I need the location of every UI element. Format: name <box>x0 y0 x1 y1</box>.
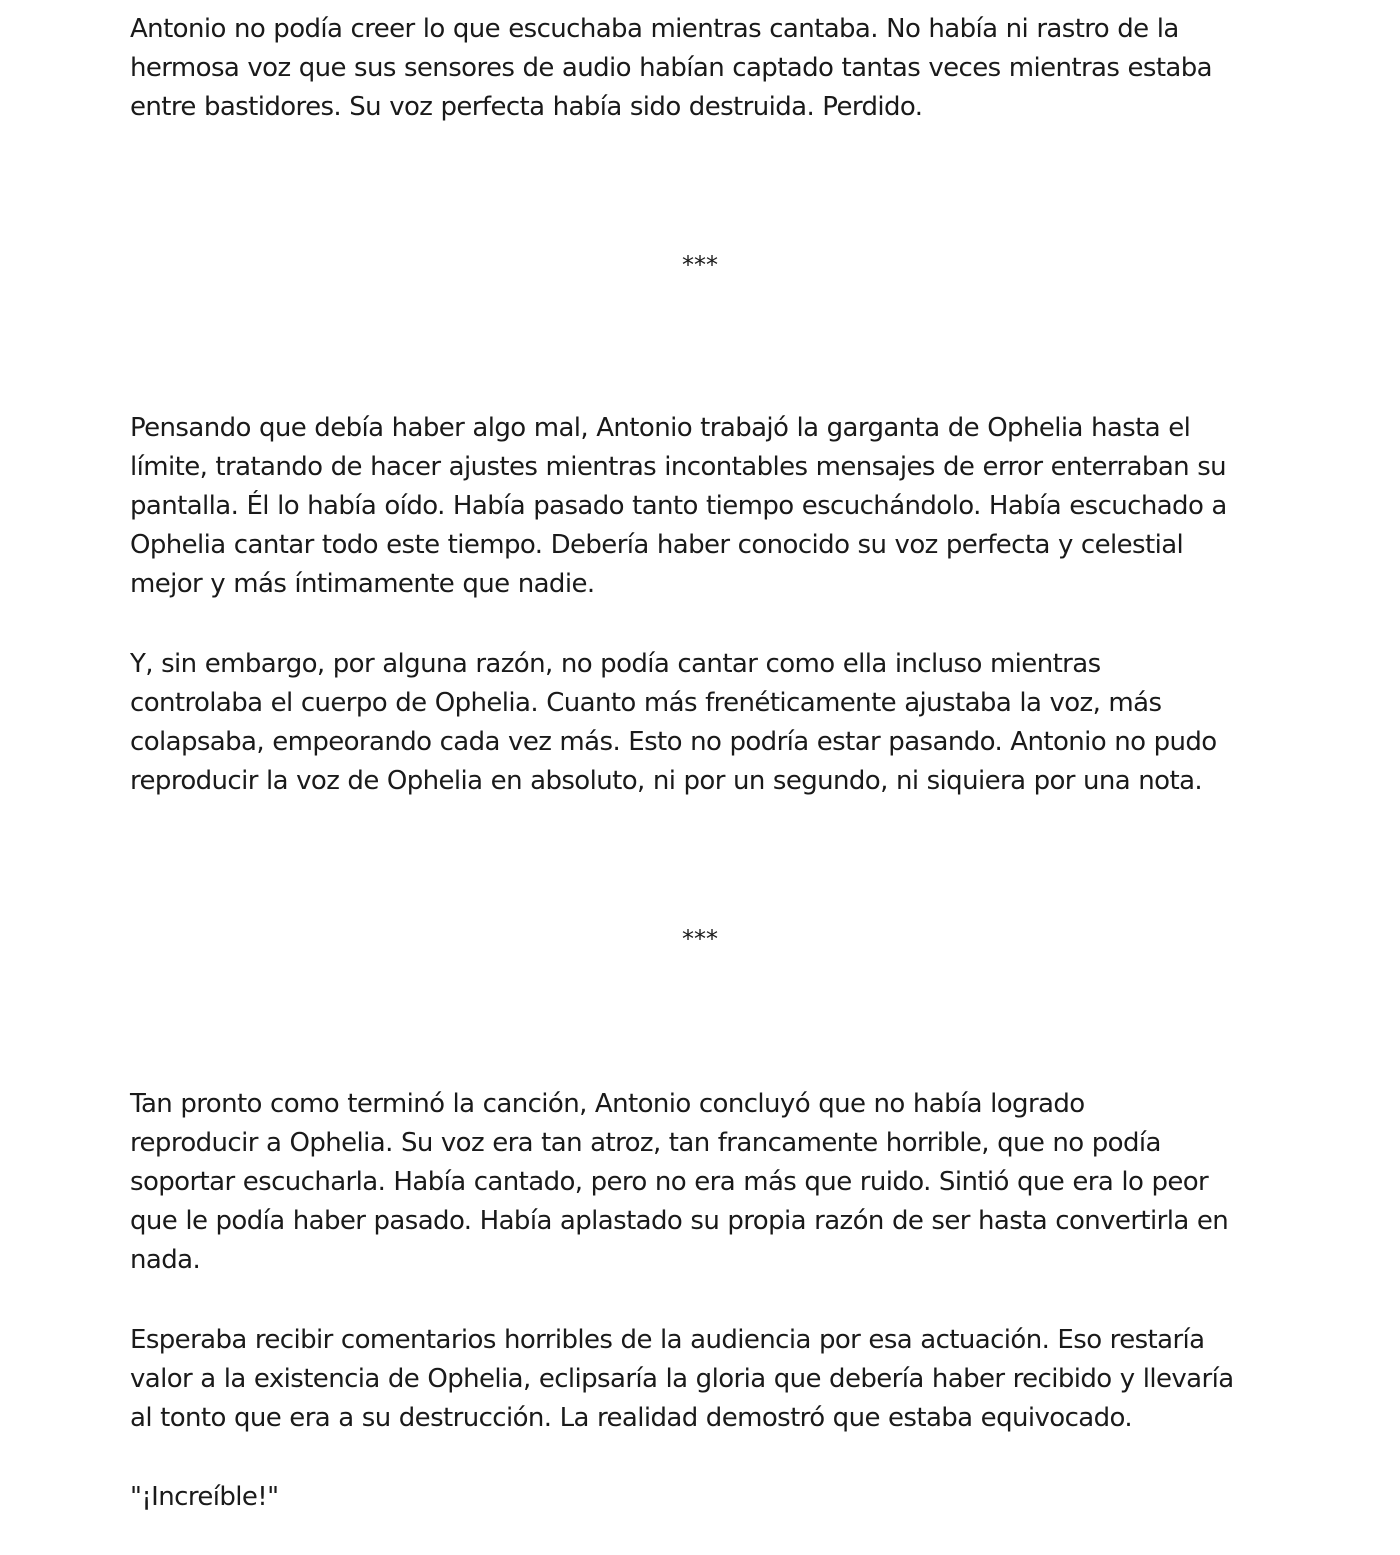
text-line: Tan pronto como terminó la canción, Antonio concluyó que no había logrado <box>130 1089 1085 1119</box>
text-line: entre bastidores. Su voz perfecta había sido destruida. Perdido. <box>130 92 923 122</box>
text-line: reproducir a Ophelia. Su voz era tan atroz, tan francamente horrible, que no podía <box>130 1128 1161 1158</box>
text-line: controlaba el cuerpo de Ophelia. Cuanto más frenéticamente ajustaba la voz, más <box>130 688 1162 718</box>
text-line: que le podía haber pasado. Había aplastado su propia razón de ser hasta convertirla en <box>130 1206 1229 1236</box>
section-separator: *** <box>682 925 718 953</box>
text-line: soportar escucharla. Había cantado, pero no era más que ruido. Sintió que era lo peor <box>130 1167 1209 1197</box>
text-line: "¡Increíble!" <box>130 1482 279 1512</box>
text-line: reproducir la voz de Ophelia en absoluto, ni por un segundo, ni siquiera por una nota. <box>130 766 1203 796</box>
text-line: Pensando que debía haber algo mal, Antonio trabajó la garganta de Ophelia hasta el <box>130 413 1191 443</box>
text-line: límite, tratando de hacer ajustes mientras incontables mensajes de error enterraban su <box>130 452 1227 482</box>
text-line: Ophelia cantar todo este tiempo. Debería haber conocido su voz perfecta y celestial <box>130 530 1184 560</box>
paragraph-2 <box>130 409 1280 604</box>
paragraph-5 <box>130 1321 1280 1438</box>
paragraph-3 <box>130 645 1280 801</box>
text-line: nada. <box>130 1245 201 1275</box>
paragraph-1 <box>130 10 1280 127</box>
text-line: colapsaba, empeorando cada vez más. Esto no podría estar pasando. Antonio no pudo <box>130 727 1217 757</box>
text-line: hermosa voz que sus sensores de audio habían captado tantas veces mientras estaba <box>130 53 1212 83</box>
text-line: mejor y más íntimamente que nadie. <box>130 569 595 599</box>
text-line: Esperaba recibir comentarios horribles de la audiencia por esa actuación. Eso restaría <box>130 1325 1205 1355</box>
text-line: Y, sin embargo, por alguna razón, no podía cantar como ella incluso mientras <box>130 649 1101 679</box>
paragraph-4 <box>130 1085 1280 1280</box>
text-line: al tonto que era a su destrucción. La realidad demostró que estaba equivocado. <box>130 1403 1133 1433</box>
text-line: Antonio no podía creer lo que escuchaba mientras cantaba. No había ni rastro de la <box>130 14 1179 44</box>
paragraph-6 <box>130 1478 1280 1517</box>
text-line: pantalla. Él lo había oído. Había pasado tanto tiempo escuchándolo. Había escuchado a <box>130 491 1227 521</box>
section-separator: *** <box>682 251 718 279</box>
text-line: valor a la existencia de Ophelia, eclipsaría la gloria que debería haber recibido y llevaría <box>130 1364 1234 1394</box>
